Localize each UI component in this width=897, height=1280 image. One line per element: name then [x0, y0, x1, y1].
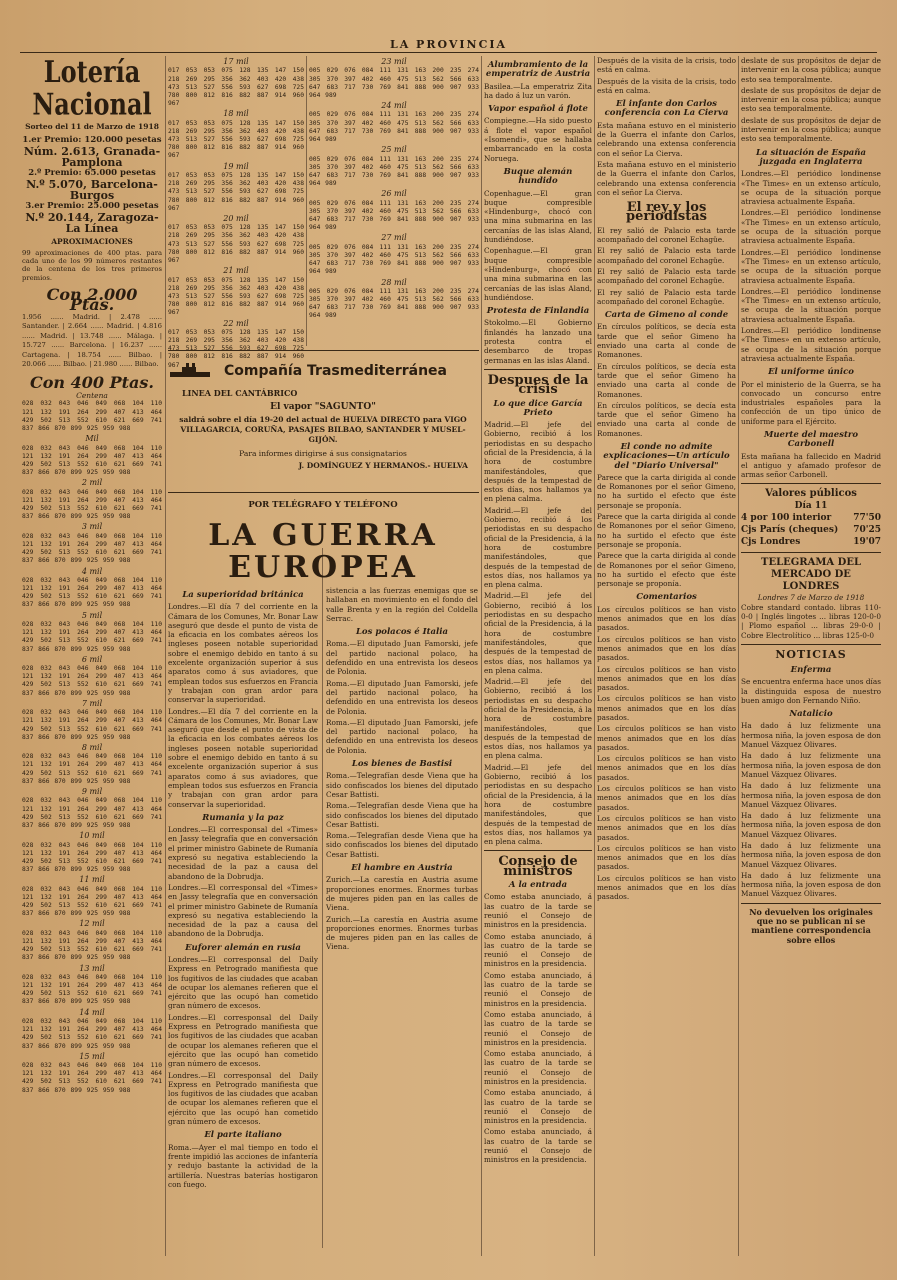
article-heading: La situación de España juzgada en Inglaterra	[756, 147, 866, 167]
centena-label: Centena	[76, 391, 108, 401]
article-body: Parece que la carta dirigida al conde de Romanones por el señor Gimeno, no ha surtido el efecto que éste personaje se proponía.	[597, 472, 736, 510]
article-body: Ha dado á luz felizmente una hermosa niña, la joven esposa de don Manuel Vázquez Olivares.	[741, 721, 881, 750]
prize-3-number: N.º 20.144, Zaragoza-La Línea	[25, 211, 159, 236]
valor-label: 4 por 100 interior	[741, 513, 832, 524]
number-grid: 028 032 043 046 049 068 104 110 121 132 191 264 299 407 413 464 429 502 513 552 610 621 669 741 837 866 870 899 925 959 988	[22, 929, 167, 962]
valores-title: Valores públicos	[765, 488, 857, 500]
article-body: Roma.—Telegrafían desde Viena que ha sido confiscados los bienes del diputado Cesar Battisti.	[326, 831, 478, 859]
article-body: Roma.—El diputado Juan Famorski, jefe del partido nacional polaco, ha defendido en una entrevista los deseos de Polonia.	[326, 717, 478, 755]
article-body: Londres.—El corresponsal del Daily Express en Petrogrado manifiesta que los fugitivos de las ciudades que acaban de ocupar los alemanes refieren que el ejército que las ocupó han cometido gran número de excesos.	[168, 1012, 318, 1069]
mil-label: 26 mil	[381, 189, 407, 199]
article-heading: Rumania y la paz	[202, 812, 284, 823]
number-grid: 017 053 053 075 128 135 147 150 218 269 295 356 362 403 420 438 473 513 527 556 593 627 698 725 780 800 812 816 882 887 914 960 967	[168, 67, 309, 108]
article-heading: El conde no admite explicaciones—Un artículo del "Diario Universal"	[603, 441, 730, 471]
article-body: Londres.—El corresponsal del «Times» en Jassy telegrafía que en conversación el primer ministro Gabinete de Rumanía expresó su negativa estableciendo la necesidad de la paz a causa del abandono de la Dobrudja.	[168, 882, 318, 939]
section-heading: Consejo de ministros	[498, 854, 578, 879]
article-body: Ha dado á luz felizmente una hermosa niña, la joven esposa de don Manuel Vázquez Olivares.	[741, 781, 881, 809]
article-body: Después de la visita de la crisis, todo está en calma.	[597, 76, 736, 95]
number-grid: 028 032 043 046 049 068 104 110 121 132 191 264 299 407 413 464 429 502 513 552 610 621 669 741 837 866 870 899 925 959 988	[22, 576, 167, 609]
article-body: Los círculos políticos se han visto menos animados que en los días pasados.	[597, 843, 736, 872]
article-heading: Vapor español á flote	[488, 104, 588, 115]
article-body: Madrid.—El jefe del Gobierno, recibió á los periodistas en su despacho oficial de la Presidencia, á la hora de costumbre manifestándoles, que después de la tempestad de estos días, nos hallamos ya en plena calma.	[484, 505, 592, 590]
valor-label: Cjs Londres	[741, 537, 801, 548]
lottery-draw-date: Sorteo del 11 de Marzo de 1918	[25, 122, 159, 131]
article-heading: Lo que dice García Prieto	[493, 398, 583, 418]
mil-label: 3 mil	[81, 522, 103, 532]
article-body: Después de la visita de la crisis, todo está en calma.	[597, 56, 736, 75]
mil-label: 11 mil	[79, 875, 105, 885]
number-grid: 028 032 043 046 049 068 104 110 121 132 191 264 299 407 413 464 429 502 513 552 610 621 669 741 837 866 870 899 925 959 988	[22, 665, 167, 697]
telegrama-list: Cobre standard contado. libras 110-0-0 | Inglés lingotes ... libras 120-0-0 | Plomo español ... libras 29-0-0 | Cobre Electrolítico ... libras 125-0-0	[741, 602, 881, 640]
article-body: deslate de sus propósitos de dejar de intervenir en la cosa pública; aunque esto sea temporalmente.	[741, 115, 881, 144]
number-grid: 005 029 076 084 111 131 163 200 235 274 305 370 397 402 460 475 513 562 566 633 647 683 717 730 769 841 888 900 907 933 964 989	[309, 243, 484, 276]
article-body: deslate de sus propósitos de dejar de intervenir en la cosa pública; aunque esto sea temporalmente.	[741, 56, 881, 84]
mil-label: 8 mil	[81, 742, 103, 752]
article-body: Londres.—El periódico londinense «The Times» en un extenso artículo, se ocupa de la situación porque atraviesa actualmente España.	[741, 326, 881, 363]
article-body: Como estaba anunciado, á las cuatro de la tarde se reunió el Consejo de ministros en la presidencia.	[484, 1127, 592, 1165]
number-grid: 028 032 043 046 049 068 104 110 121 132 191 264 299 407 413 464 429 502 513 552 610 621 669 741 837 866 870 899 925 959 988	[22, 973, 167, 1006]
prize-1-number: Núm. 2.613, Granada-Pamplona	[23, 145, 161, 170]
article-body: Los círculos políticos se han visto menos animados que en los días pasados.	[597, 784, 736, 812]
mil-label: 6 mil	[81, 654, 103, 664]
war-column	[168, 586, 318, 1246]
article-body: Zurich.—La carestía en Austria asume proporciones enormes. Enormes turbas de mujeres piden pan en las calles de Viena.	[326, 875, 478, 913]
prize-2-label: 2.º Premio: 65.000 pesetas	[28, 168, 156, 179]
number-grid: 028 032 043 046 049 068 104 110 121 132 191 264 299 407 413 464 429 502 513 552 610 621 669 741 837 866 870 899 925 959 988	[22, 753, 167, 785]
number-grid: 028 032 043 046 049 068 104 110 121 132 191 264 299 407 413 464 429 502 513 552 610 621 669 741 837 866 870 899 925 959 988	[22, 709, 167, 741]
mil-label: 20 mil	[223, 213, 249, 223]
article-body: Londres.—El periódico londinense «The Times» en un extenso artículo, se ocupa de la situación porque atraviesa actualmente España.	[741, 247, 881, 285]
number-grid: 005 029 076 084 111 131 163 200 235 274 305 370 397 402 460 475 513 562 566 633 647 683 717 730 769 841 888 900 907 933 964 989	[309, 155, 484, 188]
article-body: En círculos políticos, se decía esta tarde que el señor Gimeno ha enviado una carta al conde de Romanones.	[597, 361, 736, 399]
mil-label: 15 mil	[79, 1051, 105, 1061]
mil-label: 5 mil	[81, 610, 103, 620]
mil-label: 14 mil	[79, 1007, 105, 1017]
lottery-title: Lotería Nacional	[32, 53, 152, 122]
article-body: Como estaba anunciado, á las cuatro de la tarde se reunió el Consejo de ministros en la presidencia.	[484, 1009, 592, 1047]
article-body: Roma.—Ayer el mal tiempo en todo el frente impidió las acciones de infantería y redujo bastante la actividad de la artillería. Nuestras baterías hostigaron con fuego.	[168, 1142, 318, 1189]
news-column-6	[484, 56, 592, 1256]
shipping-ad	[168, 356, 478, 488]
article-body: Los círculos políticos se han visto menos animados que en los días pasados.	[597, 724, 736, 752]
dos-mil-heading: Con 2.000 Ptas.	[46, 285, 138, 314]
article-heading: Alumbramiento de la emperatriz de Austria	[485, 60, 591, 80]
article-heading: El parte italiano	[204, 1130, 282, 1141]
article-body: Londres.—El día 7 del corriente en la Cámara de los Comunes, Mr. Bonar Law aseguró que desde el punto de vista de la eficacia en los combates aéreos los ingleses poseen notable superioridad sobre el enemigo debido en tanto á su excelente organización superior á sus aparatos como á sus aviadores, que emplean todos sus esfuerzos en Francia y trabajan con gran ardor para conservar la superioridad.	[168, 706, 318, 809]
article-body: Los círculos políticos se han visto menos animados que en los días pasados.	[597, 664, 736, 693]
valor-value: 77'50	[853, 513, 881, 524]
number-grid: 005 029 076 084 111 131 163 200 235 274 305 370 397 402 460 475 513 562 566 633 647 683 717 730 769 841 888 900 907 933 964 989	[309, 67, 484, 99]
article-body: El rey salió de Palacio esta tarde acompañado del coronel Echagüe.	[597, 266, 736, 286]
article-heading: Euforer alemán en rusia	[185, 942, 301, 953]
article-body: Londres.—El corresponsal del Daily Express en Petrogrado manifiesta que los fugitivos de las ciudades que acaban de ocupar los alemanes refieren que el ejército que las ocupó han cometido gran número de excesos.	[168, 1070, 318, 1127]
article-body: Londres.—El corresponsal del Daily Express en Petrogrado manifiesta que los fugitivos de las ciudades que acaban de ocupar los alemanes refieren que el ejército que las ocupó han cometido gran número de excesos.	[168, 954, 318, 1011]
war-column-2	[326, 586, 478, 1246]
number-grid: 017 053 053 075 128 135 147 150 218 269 295 356 362 403 420 438 473 513 527 556 593 627 698 725 780 800 812 816 882 887 914 960 967	[168, 224, 309, 265]
article-body: En círculos políticos, se decía esta tarde que el señor Gimeno ha enviado una carta al conde de Romanones.	[597, 400, 736, 438]
article-heading: Los polacos é Italia	[355, 627, 449, 638]
mil-label: 19 mil	[223, 161, 249, 171]
mil-label: 10 mil	[79, 831, 105, 841]
article-heading: Enferma	[790, 664, 832, 675]
article-body: Los círculos políticos se han visto menos animados que en los días pasados.	[597, 873, 736, 902]
mil-label: Mil	[85, 434, 99, 444]
article-heading: El hambre en Austria	[351, 863, 453, 874]
article-heading: Buque alemán hundido	[503, 166, 573, 187]
article-heading: Carta de Gimeno al conde	[604, 310, 729, 321]
section-heading: Despues de la crisis	[487, 372, 589, 398]
mil-label: 28 mil	[381, 277, 407, 287]
article-body: El rey salió de Palacio esta tarde acompañado del coronel Echagüe.	[597, 246, 736, 265]
section-heading: El rey y los periodistas	[626, 200, 707, 225]
ad-rule	[168, 492, 479, 493]
mil-label: 12 mil	[79, 919, 105, 929]
article-body: Se encuentra enferma hace unos días la distinguida esposa de nuestro buen amigo don Fernando Niño.	[741, 677, 881, 705]
article-body: Ha dado á luz felizmente una hermosa niña, la joven esposa de don Manuel Vázquez Olivares.	[741, 751, 881, 779]
article-body: Como estaba anunciado, á las cuatro de la tarde se reunió el Consejo de ministros en la presidencia.	[484, 1049, 592, 1086]
article-body: deslate de sus propósitos de dejar de intervenir en la cosa pública; aunque esto sea temporalmente.	[741, 85, 881, 114]
masthead-title: LA PROVINCIA	[389, 38, 508, 51]
ship-icon	[168, 362, 214, 380]
article-body: Roma.—El diputado Juan Famorski, jefe del partido nacional polaco, ha defendido en una entrevista los deseos de Polonia.	[326, 639, 478, 677]
ad-informes: Para informes dirigirse á sus consignatarios	[239, 449, 407, 458]
lottery-column	[22, 53, 167, 1266]
article-body: Parece que la carta dirigida al conde de Romanones por el señor Gimeno, no ha surtido el efecto que éste personaje se proponía.	[597, 551, 736, 589]
mil-label: 2 mil	[81, 478, 103, 488]
article-body: En círculos políticos, se decía esta tarde que el señor Gimeno ha enviado una carta al conde de Romanones.	[597, 322, 736, 360]
number-grid: 028 032 043 046 049 068 104 110 121 132 191 264 299 407 413 464 429 502 513 552 610 621 669 741 837 866 870 899 925 959 988	[22, 841, 167, 874]
news-column-8	[741, 56, 881, 1256]
footer-notice: No devuelven los originales que no se publican ni se mantiene correspondencia sobre ellos	[749, 906, 873, 945]
article-body: Roma.—Telegrafían desde Viena que ha sido confiscados los bienes del diputado Cesar Battisti.	[326, 801, 478, 829]
ad-linea: LINEA DEL CANTÁBRICO	[182, 388, 298, 398]
article-body: Basilea.—La emperatriz Zita ha dado á luz un varón.	[484, 81, 592, 100]
article-body: Londres.—El corresponsal del «Times» en Jassy telegrafía que en conversación el primer ministro Gabinete de Rumanía expresó su negativa estableciendo la necesidad de la paz a causa del abandono de la Dobrudja.	[168, 825, 318, 881]
number-grid: 017 053 053 075 128 135 147 150 218 269 295 356 362 403 420 438 473 513 527 556 593 627 698 725 780 800 812 816 882 887 914 960 967	[168, 328, 309, 369]
telegrama-date: Londres 7 de Marzo de 1918	[757, 593, 865, 603]
number-grid: 017 053 053 075 128 135 147 150 218 269 295 356 362 403 420 438 473 513 527 556 593 627 698 725 780 800 812 816 882 887 914 960 967	[168, 119, 309, 160]
dos-mil-list: 1.956 ...... Madrid. | 2.478 ...... Santander. | 2.664 ...... Madrid. | 4.816 ...... Madrid. | 13.748 ...... Málaga. | 15.727 ...... Barcelona. | 16.237 ...... Cartagena. | 18.754 ...... Bilbao. | 20.066 ...... Bilbao. | 21.980 ...... Bilbao.	[22, 312, 162, 369]
article-body: Londres.—El periódico londinense «The Times» en un extenso artículo, se ocupa de la situación porque atraviesa actualmente España.	[741, 208, 881, 246]
column-divider	[481, 56, 482, 1256]
article-body: Madrid.—El jefe del Gobierno, recibió á los periodistas en su despacho oficial de la Presidencia, á la hora de costumbre manifestándoles, que después de la tempestad de estos días, nos hallamos ya en plena calma.	[484, 677, 592, 761]
mil-label: 24 mil	[381, 101, 407, 111]
mil-label: 17 mil	[223, 57, 249, 66]
mil-label: 23 mil	[381, 57, 407, 66]
article-heading: El uniforme único	[768, 367, 854, 378]
article-body: Esta mañana ha fallecido en Madrid el antiguo y afamado profesor de armas señor Carbonell.	[741, 451, 881, 480]
noticias-title: NOTICIAS	[775, 647, 847, 661]
number-grid: 017 053 053 075 128 135 147 150 218 269 295 356 362 403 420 438 473 513 527 556 593 627 698 725 780 800 812 816 882 887 914 960 967	[168, 171, 309, 212]
article-body: Los círculos políticos se han visto menos animados que en los días pasados.	[597, 634, 736, 663]
article-body: Compiegne.—Ha sido puesto á flote el vapor español «Isomendi», que se hallaba embarrancado en la costa Noruega.	[484, 116, 592, 163]
article-body: Madrid.—El jefe del Gobierno, recibió á los periodistas en su despacho oficial de la Presidencia, á la hora de costumbre manifestándoles, que después de la tempestad de estos días, nos hallamos ya en plena calma.	[484, 420, 592, 504]
article-body: Como estaba anunciado, á las cuatro de la tarde se reunió el Consejo de ministros en la presidencia.	[484, 931, 592, 969]
column-divider	[322, 548, 323, 1248]
mil-label: 18 mil	[223, 109, 249, 119]
article-body: Los círculos políticos se han visto menos animados que en los días pasados.	[597, 813, 736, 842]
ad-company: Compañía Trasmediterránea	[224, 363, 447, 379]
number-grid: 005 029 076 084 111 131 163 200 235 274 305 370 397 402 460 475 513 562 566 633 647 683 717 730 769 841 888 900 907 933 964 989	[309, 199, 484, 232]
article-body: Los círculos políticos se han visto menos animados que en los días pasados.	[597, 694, 736, 722]
article-body: Como estaba anunciado, á las cuatro de la tarde se reunió el Consejo de ministros en la presidencia.	[484, 970, 592, 1008]
article-heading: Natalicio	[789, 709, 833, 720]
article-body: Los círculos políticos se han visto menos animados que en los días pasados.	[597, 754, 736, 782]
mil-label: 25 mil	[381, 145, 407, 155]
number-grid: 028 032 043 046 049 068 104 110 121 132 191 264 299 407 413 464 429 502 513 552 610 621 669 741 837 866 870 899 925 959 988	[22, 400, 167, 433]
article-body: Roma.—El diputado Juan Famorski, jefe del partido nacional polaco, ha defendido en una entrevista los deseos de Polonia.	[326, 678, 478, 716]
mil-label: 9 mil	[81, 787, 103, 797]
aprox-title: APROXIMACIONES	[51, 237, 133, 247]
article-body: El rey salió de Palacio esta tarde acompañado del coronel Echagüe.	[597, 225, 736, 245]
aprox-note: 99 aproximaciones de 400 ptas. para cada uno de los 99 números restantes de la centena de los tres primeros premios.	[22, 248, 162, 282]
numbers-column-3	[309, 56, 484, 348]
number-grid: 005 029 076 084 111 131 163 200 235 274 305 370 397 402 460 475 513 562 566 633 647 683 717 730 769 841 888 900 907 933 964 989	[309, 287, 484, 320]
valor-label: Cjs París (cheques)	[741, 525, 839, 536]
number-grid: 028 032 043 046 049 068 104 110 121 132 191 264 299 407 413 464 429 502 513 552 610 621 669 741 837 866 870 899 925 959 988	[22, 620, 167, 653]
article-body: Ha dado á luz felizmente una hermosa niña, la joven esposa de don Manuel Vázquez Olivares.	[741, 811, 881, 839]
number-grid: 028 032 043 046 049 068 104 110 121 132 191 264 299 407 413 464 429 502 513 552 610 621 669 741 837 866 870 899 925 959 988	[22, 532, 167, 565]
article-body: Los círculos políticos se han visto menos animados que en los días pasados.	[597, 604, 736, 633]
mil-label: 22 mil	[223, 318, 249, 328]
column-divider	[594, 56, 595, 1256]
article-body: El rey salió de Palacio esta tarde acompañado del coronel Echagüe.	[597, 287, 736, 306]
article-body: Roma.—Telegrafían desde Viena que ha sido confiscados los bienes del diputado Cesar Battisti.	[326, 771, 478, 799]
mil-label: 21 mil	[223, 266, 249, 276]
article-body: Esta mañana estuvo en el ministerio de la Guerra el infante don Carlos, celebrando una extensa conferencia con el señor La Cierva.	[597, 159, 736, 197]
article-body: Copenhague.—El gran buque compresible «Hindenburg», chocó con una mina submarina en las cercanías de las islas Aland, hundiéndose.	[484, 188, 592, 245]
article-body: Madrid.—El jefe del Gobierno, recibió á los periodistas en su despacho oficial de la Presidencia, á la hora de costumbre manifestándoles, que después de la tempestad de estos días, nos hallamos ya en plena calma.	[484, 591, 592, 675]
ad-text: saldrá sobre el día 19-20 del actual de HUELVA DIRECTO para VIGO VILLAGARCIA, CORUÑA, PASAJES BILBAO, SANTANDER Y MUSEL-GIJÓN.	[179, 415, 467, 444]
mil-label: 27 mil	[381, 233, 407, 243]
article-body: Londres.—El periódico londinense «The Times» en un extenso artículo, se ocupa de la situación porque atraviesa actualmente España.	[741, 286, 881, 324]
telegrama-title: TELEGRAMA DEL MERCADO DE LONDRES	[761, 557, 861, 593]
article-body: Como estaba anunciado, á las cuatro de la tarde se reunió el Consejo de ministros en la presidencia.	[484, 892, 592, 930]
article-body: sistencia a las fuerzas enemigas que se hallaban en movimiento en el fondo del valle Brenta y en la región del Coldella Serrac.	[326, 586, 478, 623]
news-column-7	[597, 56, 736, 1256]
mil-label: 7 mil	[81, 698, 103, 708]
ad-vapor: El vapor "SAGUNTO"	[270, 402, 376, 412]
article-heading: El infante don Carlos conferencia con La Cierva	[604, 99, 729, 119]
article-body: Madrid.—El jefe del Gobierno, recibió á los periodistas en su despacho oficial de la Presidencia, á la hora de costumbre manifestándoles, que después de la tempestad de estos días, nos hallamos ya en plena calma.	[484, 762, 592, 847]
prize-1-label: 1.er Premio: 120.000 pesetas	[22, 135, 162, 146]
byline: POR TELÉGRAFO Y TELÉFONO	[248, 500, 398, 510]
prize-2-number: N.º 5.070, Barcelona-Burgos	[26, 178, 158, 203]
prize-3-label: 3.er Premio: 25.000 pesetas	[25, 201, 159, 212]
article-body: Stokolmo.—El Gobierno finlandés ha lanzado una protesta contra el desembarco de tropas germanas en las islas Aland.	[484, 318, 592, 365]
mil-label: 13 mil	[79, 963, 105, 973]
valores-day: Día 11	[794, 501, 828, 512]
number-grid: 028 032 043 046 049 068 104 110 121 132 191 264 299 407 413 464 429 502 513 552 610 621 669 741 837 866 870 899 925 959 988	[22, 444, 167, 477]
article-body: Por el ministerio de la Guerra, se ha convocado un concurso entre industriales españoles para la confección de un tipo único de uniforme para el Ejército.	[741, 379, 881, 426]
mil-label: 4 mil	[81, 566, 103, 576]
number-grid: 028 032 043 046 049 068 104 110 121 132 191 264 299 407 413 464 429 502 513 552 610 621 669 741 837 866 870 899 925 959 988	[22, 488, 167, 521]
valor-value: 70'25	[853, 525, 881, 536]
article-heading: Los bienes de Bastisi	[351, 759, 453, 770]
article-body: Esta mañana estuvo en el ministerio de la Guerra el infante don Carlos, celebrando una extensa conferencia con el señor La Cierva.	[597, 120, 736, 158]
numbers-column-2	[168, 56, 309, 369]
article-body: Londres.—El día 7 del corriente en la Cámara de los Comunes, Mr. Bonar Law aseguró que desde el punto de vista de la eficacia en los combates aéreos los ingleses poseen notable superioridad sobre el enemigo debido en tanto á su excelente organización superior á sus aparatos como á sus aviadores, que emplean todos sus esfuerzos en Francia y trabajan con gran ardor para conservar la superioridad.	[168, 602, 318, 705]
number-grid: 028 032 043 046 049 068 104 110 121 132 191 264 299 407 413 464 429 502 513 552 610 621 669 741 837 866 870 899 925 959 988	[22, 1062, 167, 1094]
number-grid: 028 032 043 046 049 068 104 110 121 132 191 264 299 407 413 464 429 502 513 552 610 621 669 741 837 866 870 899 925 959 988	[22, 885, 167, 918]
article-body: Ha dado á luz felizmente una hermosa niña, la joven esposa de don Manuel Vázquez Olivares.	[741, 870, 881, 899]
article-body: Londres.—El periódico londinense «The Times» en un extenso artículo, se ocupa de la situación porque atraviesa actualmente España.	[741, 169, 881, 207]
article-body: Copenhague.—El gran buque compresible «Hindenburg», chocó con una mina submarina en las cercanías de las islas Aland, hundiéndose.	[484, 246, 592, 302]
article-body: Zurich.—La carestía en Austria asume proporciones enormes. Enormes turbas de mujeres piden pan en las calles de Viena.	[326, 914, 478, 952]
number-grid: 028 032 043 046 049 068 104 110 121 132 191 264 299 407 413 464 429 502 513 552 610 621 669 741 837 866 870 899 925 959 988	[22, 1017, 167, 1050]
article-heading: A la entrada	[508, 880, 568, 891]
article-heading: Protesta de Finlandia	[486, 306, 590, 317]
headline: LA GUERRA EUROPEA	[208, 518, 438, 585]
article-body: Como estaba anunciado, á las cuatro de la tarde se reunió el Consejo de ministros en la presidencia.	[484, 1088, 592, 1126]
article-body: Parece que la carta dirigida al conde de Romanones por el señor Gimeno, no ha surtido el efecto que éste personaje se proponía.	[597, 512, 736, 549]
ad-rule	[168, 350, 479, 351]
article-heading: Comentarios	[636, 592, 697, 603]
valor-value: 19'07	[853, 537, 881, 548]
article-heading: Muerte del maestro Carbonell	[763, 429, 859, 450]
column-divider	[738, 56, 739, 1256]
ad-consignatarios: J. DOMÍNGUEZ Y HERMANOS.- HUELVA	[298, 461, 468, 470]
top-rule	[20, 52, 877, 53]
article-body: Ha dado á luz felizmente una hermosa niña, la joven esposa de don Manuel Vázquez Olivares.	[741, 841, 881, 869]
masthead	[0, 38, 897, 52]
article-heading: La superioridad británica	[182, 590, 304, 600]
number-grid: 017 053 053 075 128 135 147 150 218 269 295 356 362 403 420 438 473 513 527 556 593 627 698 725 780 800 812 816 882 887 914 960 967	[168, 276, 309, 317]
number-grid: 028 032 043 046 049 068 104 110 121 132 191 264 299 407 413 464 429 502 513 552 610 621 669 741 837 866 870 899 925 959 988	[22, 797, 167, 829]
cuatrocientas-heading: Con 400 Ptas.	[30, 372, 154, 392]
number-grid: 005 029 076 084 111 131 163 200 235 274 305 370 397 402 460 475 513 562 566 633 647 683 717 730 769 841 888 900 907 933 964 989	[309, 111, 484, 144]
